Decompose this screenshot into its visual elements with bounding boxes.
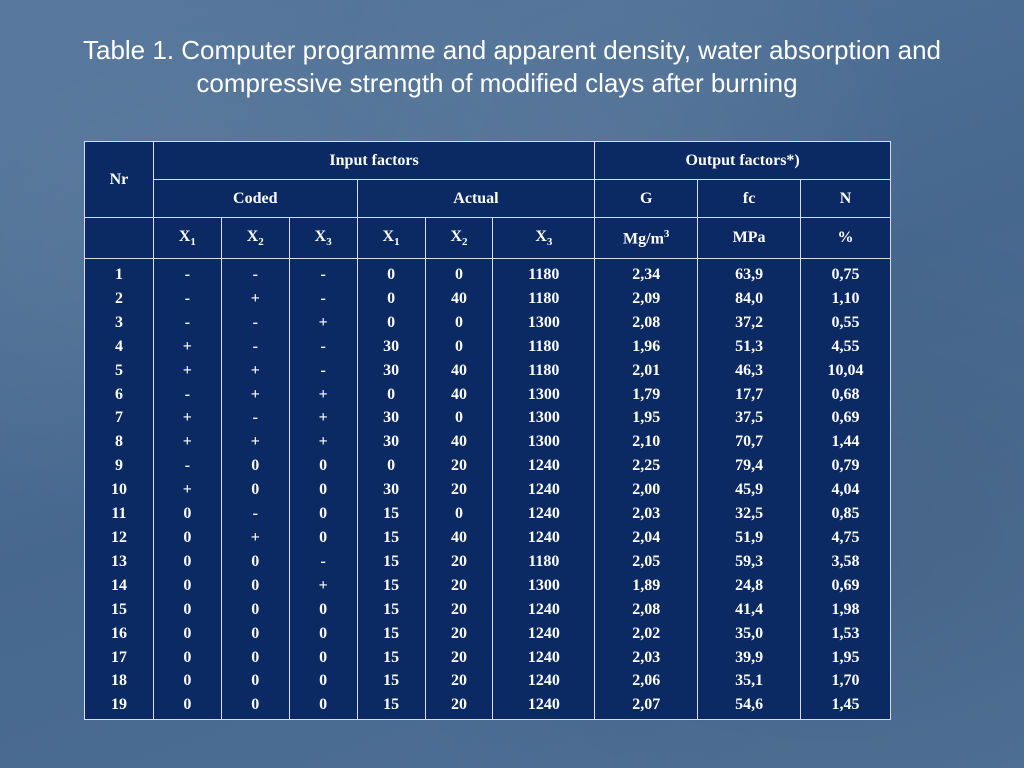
table-cell: - (184, 313, 191, 331)
table-cell: 1,98 (831, 600, 860, 618)
header-coded-x1: $X_1$ (153, 218, 221, 259)
table-cell: 79,4 (735, 457, 764, 475)
table-cell: 15 (383, 648, 400, 666)
table-cell: 0 (183, 672, 192, 690)
table-cell: 1,79 (632, 385, 661, 403)
table-cell: 0 (251, 600, 260, 618)
table-cell: 4,75 (831, 528, 860, 546)
table-cell: 7 (114, 409, 123, 427)
column-coded-x3 (289, 259, 357, 720)
table-cell: - (252, 266, 258, 283)
table-cell: 15 (383, 552, 400, 570)
table-cell: 0,85 (831, 505, 860, 523)
table-cell: 15 (383, 600, 400, 618)
table-cell: 20 (450, 672, 467, 690)
table-cell: 15 (383, 624, 400, 642)
table-cell: 0 (251, 672, 260, 690)
header-unit-g: $Mg/m^3$ (595, 218, 698, 259)
table-cell: 0 (454, 409, 463, 427)
table-cell: + (318, 313, 328, 331)
table-cell: 14 (110, 576, 127, 594)
table-cell: 20 (450, 552, 467, 570)
table-cell: 18 (110, 672, 127, 690)
table-cell: 2,25 (632, 457, 661, 475)
column-actual-x3 (493, 259, 595, 720)
table-cell: 30 (383, 481, 400, 499)
table-cell: 17 (110, 648, 127, 666)
header-unit-fc: MPa (698, 218, 801, 259)
header-actual: Actual (357, 180, 595, 218)
table-cell: 0 (387, 266, 396, 283)
table-cell: 0 (319, 696, 328, 714)
header-g: G (595, 180, 698, 218)
column-fc (698, 259, 801, 720)
table-cell: 0 (183, 624, 192, 642)
table-cell: - (184, 289, 191, 307)
table-cell: + (250, 528, 260, 546)
table-cell: 0 (183, 528, 192, 546)
table-cell: 6 (114, 385, 123, 403)
table-cell: 0 (251, 624, 260, 642)
title-line-1: Table 1. Computer programme and apparent density, water absorption and (82, 35, 941, 65)
table-cell: 0 (251, 648, 260, 666)
table-cell: 2,34 (632, 266, 661, 283)
column-coded-x2 (221, 259, 289, 720)
column-actual-x2 (425, 259, 493, 720)
table-cell: 0 (387, 457, 396, 475)
table-cell: 0,68 (831, 385, 860, 403)
table-cell: 2,04 (632, 528, 661, 546)
table-cell: 15 (383, 528, 400, 546)
table-cell: 0 (319, 648, 328, 666)
table-cell: - (252, 409, 258, 427)
table-cell: 0 (319, 505, 328, 523)
header-output-factors: Output factors*) (595, 142, 891, 180)
table-cell: 2,09 (632, 289, 661, 307)
table-cell: 3 (114, 313, 123, 331)
header-fc: fc (698, 180, 801, 218)
table-cell: - (320, 552, 326, 570)
table-cell: 15 (110, 600, 127, 618)
table-cell: 1180 (528, 337, 560, 355)
table-cell: 0,69 (831, 409, 860, 427)
table-cell: 19 (110, 696, 127, 714)
table-cell: 0 (387, 313, 396, 331)
table-cell: 0 (183, 552, 192, 570)
table-cell: 0 (319, 624, 328, 642)
table-cell: 70,7 (735, 433, 764, 451)
table-cell: 2,08 (632, 313, 661, 331)
table-cell: 1300 (527, 433, 560, 451)
column-actual-x1 (357, 259, 425, 720)
table-cell: 40 (450, 528, 467, 546)
table-cell: 0,75 (831, 266, 860, 283)
header-unit-n: % (801, 218, 891, 259)
table-cell: - (184, 385, 191, 403)
table-cell: 1,53 (831, 624, 860, 642)
table-cell: + (250, 433, 260, 451)
table-cell: + (318, 385, 328, 403)
table-cell: 10,04 (827, 361, 864, 379)
table-cell: 2,05 (632, 552, 661, 570)
table-cell: - (252, 337, 258, 355)
table-cell: 35,0 (735, 624, 764, 642)
table-cell: - (184, 457, 191, 475)
table-cell: 32,5 (735, 505, 764, 523)
table-cell: 0 (319, 600, 328, 618)
table-cell: 0 (251, 696, 260, 714)
table-cell: 1,44 (831, 433, 860, 451)
table-cell: 0 (183, 505, 192, 523)
table-cell: 0,55 (831, 313, 860, 331)
table-cell: + (250, 289, 260, 307)
table-cell: 2,02 (632, 624, 661, 642)
table-cell: + (182, 337, 192, 355)
table-cell: 12 (110, 528, 127, 546)
table-cell: 1300 (527, 313, 560, 331)
table-cell: 0 (454, 505, 463, 523)
table-cell: - (320, 361, 326, 379)
table-cell: 1,96 (632, 337, 661, 355)
table-cell: 59,3 (735, 552, 764, 570)
header-actual-x2: $X_2$ (425, 218, 493, 259)
table-cell: 51,3 (735, 337, 764, 355)
header-nr: Nr (85, 142, 154, 218)
table-cell: 13 (110, 552, 127, 570)
table-cell: 2,08 (632, 600, 661, 618)
table-cell: + (250, 385, 260, 403)
table-cell: 1240 (527, 600, 560, 618)
table-cell: 2,01 (632, 361, 661, 379)
table-cell: 0 (319, 528, 328, 546)
table-cell: 0,69 (831, 576, 860, 594)
header-unit-empty (85, 218, 154, 259)
table-cell: 37,2 (735, 313, 764, 331)
table-cell: 3,58 (831, 552, 860, 570)
table-cell: 45,9 (735, 481, 764, 499)
table-cell: + (182, 481, 192, 499)
title-line-2: compressive strength of modified clays after burning (196, 68, 798, 98)
table-cell: 1240 (527, 481, 560, 499)
table-cell: 2,03 (632, 648, 661, 666)
table-cell: 20 (450, 457, 467, 475)
table-cell: 20 (450, 600, 467, 618)
table-cell: 1,45 (831, 696, 860, 714)
table-cell: 0 (387, 289, 396, 307)
table-cell: 1300 (527, 576, 560, 594)
table-cell: + (318, 576, 328, 594)
table-cell: 0 (183, 648, 192, 666)
table-cell: 15 (383, 672, 400, 690)
table-cell: 11 (111, 505, 127, 523)
table-cell: 41,4 (735, 600, 764, 618)
table-cell: 0 (251, 552, 260, 570)
table-cell: 0 (183, 576, 192, 594)
header-actual-x3: $X_3$ (493, 218, 595, 259)
table-cell: 40 (450, 361, 467, 379)
table-cell: 15 (383, 696, 400, 714)
header-n: N (801, 180, 891, 218)
table-cell: 20 (450, 648, 467, 666)
table-cell: 1300 (527, 409, 560, 427)
table-cell: 1180 (528, 266, 560, 283)
table-cell: - (252, 313, 258, 331)
table-cell: - (184, 266, 191, 283)
table-cell: 4 (114, 337, 123, 355)
table-cell: 2,10 (632, 433, 661, 451)
column-nr (85, 259, 154, 720)
table-cell: 37,5 (735, 409, 764, 427)
table-cell: 4,04 (831, 481, 860, 499)
table-cell: 30 (383, 433, 400, 451)
table-cell: 2,07 (632, 696, 661, 714)
table-cell: 0 (183, 696, 192, 714)
table-cell: - (320, 337, 326, 355)
table-cell: 10 (110, 481, 127, 499)
table-cell: 0 (319, 481, 328, 499)
header-coded: Coded (153, 180, 357, 218)
table-cell: 0 (454, 337, 463, 355)
table-cell: 54,6 (735, 696, 764, 714)
table-cell: 39,9 (735, 648, 764, 666)
table-cell: 1180 (528, 361, 560, 379)
table-cell: - (252, 505, 258, 523)
table-cell: + (318, 433, 328, 451)
table-cell: 20 (450, 481, 467, 499)
column-coded-x1 (153, 259, 221, 720)
table-cell: 1240 (527, 624, 560, 642)
table-cell: 20 (450, 696, 467, 714)
table-cell: 0 (319, 672, 328, 690)
table-cell: 63,9 (735, 266, 764, 283)
table-cell: 20 (450, 576, 467, 594)
table-cell: 35,1 (735, 672, 764, 690)
table-cell: 0 (183, 600, 192, 618)
header-coded-x3: $X_3$ (289, 218, 357, 259)
table-cell: 0 (319, 457, 328, 475)
table-cell: 4,55 (831, 337, 860, 355)
table-cell: 1,70 (831, 672, 860, 690)
table-cell: 1 (114, 266, 123, 283)
table-cell: 40 (450, 433, 467, 451)
table-cell: 15 (383, 505, 400, 523)
table-body-row (85, 259, 891, 720)
table-cell: 8 (114, 433, 123, 451)
table-cell: - (320, 266, 326, 283)
table-cell: 24,8 (735, 576, 764, 594)
table-cell: 15 (383, 576, 400, 594)
table-cell: 1240 (527, 505, 560, 523)
table-cell: 1,95 (632, 409, 661, 427)
table-cell: - (320, 289, 326, 307)
table-cell: 30 (383, 409, 400, 427)
table-cell: 46,3 (735, 361, 764, 379)
table-cell: 30 (383, 337, 400, 355)
table-cell: 16 (110, 624, 127, 642)
table-cell: 0 (387, 385, 396, 403)
table-cell: 0 (454, 313, 463, 331)
table-cell: 9 (114, 457, 123, 475)
header-actual-x1: $X_1$ (357, 218, 425, 259)
header-input-factors: Input factors (153, 142, 594, 180)
table-cell: 1240 (527, 696, 560, 714)
header-coded-x2: $X_2$ (221, 218, 289, 259)
table-cell: 1240 (527, 457, 560, 475)
table-cell: 1240 (527, 672, 560, 690)
table-cell: 2,03 (632, 505, 661, 523)
table-cell: 1180 (528, 552, 560, 570)
table-cell: 5 (114, 361, 123, 379)
table-cell: 20 (450, 624, 467, 642)
table-cell: 84,0 (735, 289, 764, 307)
table-cell: 2,06 (632, 672, 661, 690)
slide-title (0, 34, 1024, 100)
table-cell: 1240 (527, 528, 560, 546)
table-cell: 1240 (527, 648, 560, 666)
column-n (801, 259, 891, 720)
table-cell: + (250, 361, 260, 379)
table-cell: 2 (114, 289, 123, 307)
table-cell: + (182, 409, 192, 427)
column-g (595, 259, 698, 720)
table-cell: 1,95 (831, 648, 860, 666)
table-cell: 1,10 (831, 289, 860, 307)
table-cell: 0 (251, 576, 260, 594)
table-cell: 0 (454, 266, 463, 283)
table-cell: + (318, 409, 328, 427)
table-cell: + (182, 361, 192, 379)
table-cell: 0,79 (831, 457, 860, 475)
table-cell: 40 (450, 385, 467, 403)
table-cell: 1,89 (632, 576, 661, 594)
table-cell: 17,7 (735, 385, 764, 403)
table-cell: 0 (251, 481, 260, 499)
table-cell: + (182, 433, 192, 451)
table-cell: 2,00 (632, 481, 661, 499)
table-cell: 1300 (527, 385, 560, 403)
table-cell: 40 (450, 289, 467, 307)
table-cell: 1180 (528, 289, 560, 307)
table-cell: 0 (251, 457, 260, 475)
results-table (84, 141, 891, 720)
table-cell: 30 (383, 361, 400, 379)
table-cell: 51,9 (735, 528, 764, 546)
